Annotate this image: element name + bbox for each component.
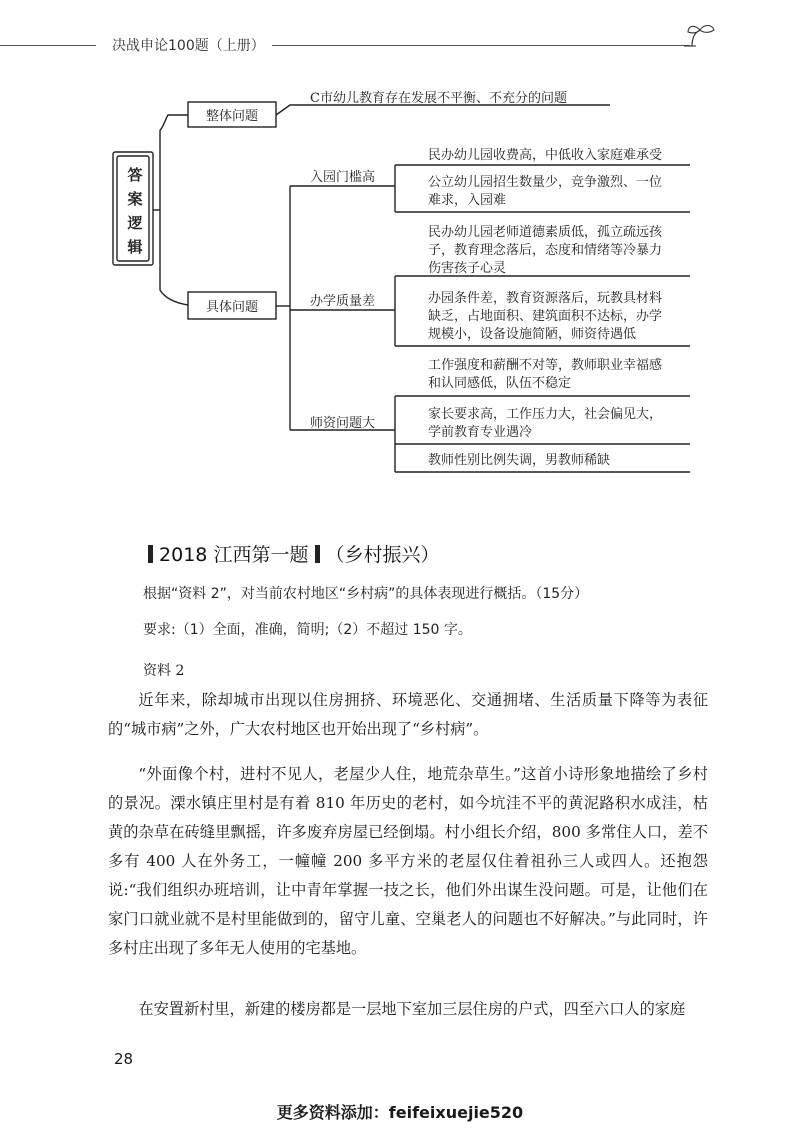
footer-note: 更多资料添加：feifeixuejie520 (276, 1103, 524, 1122)
question-text: 根据“资料 2”，对当前农村地区“乡村病”的具体表现进行概括。（15分） (143, 586, 589, 602)
group3-item-line: 学前教育专业遇冷 (428, 425, 533, 440)
section-heading (148, 540, 440, 567)
root-char-4: 辑 (127, 238, 143, 256)
group3-item-line: 工作强度和薪酬不对等，教师职业幸福感 (428, 358, 663, 373)
section-title: 2018 江西第一题 (159, 544, 309, 566)
group3-label: 师资问题大 (310, 416, 376, 431)
root-branch-top (160, 115, 188, 130)
page-number: 28 (114, 1050, 134, 1068)
root-char-3: 逻 (127, 214, 143, 232)
group2-item-line: 子，教育理念落后，态度和情绪等冷暴力 (428, 243, 663, 258)
material-label: 资料 2 (143, 663, 185, 679)
root-char-2: 案 (127, 190, 143, 208)
overall-text: C市幼儿教育存在发展不平衡、不充分的问题 (310, 91, 567, 106)
group2-item-line: 缺乏，占地面积、建筑面积不达标，办学 (428, 309, 663, 324)
group1-label: 入园门槛高 (310, 170, 376, 185)
section-topic: （乡村振兴） (325, 544, 440, 566)
group2-item-line: 规模小，设备设施简陋，师资待遇低 (428, 327, 637, 342)
root-char-1: 答 (127, 166, 143, 184)
paragraph-2: “外面像个村，进村不见人，老屋少人住，地荒杂草生。”这首小诗形象地描绘了乡村的景况。溧水镇庄里村是有着 810 年历史的老村，如今坑洼不平的黄泥路积水成洼，枯黄的杂草在砖缝里飘摇，许多废弃房屋已经倒塌。村小组长介绍，800 多常住人口，差不多有 400 人在外务工，一幢幢 200 多平方米的老屋仅住着祖孙三人或四人。还抱怨说:“我们组织办班培训，让中青年掌握一技之长，他们外出谋生没问题。可是，让他们在家门口就业就不是村里能做到的，留守儿童、空巢老人的问题也不好解决。”与此同时，许多村庄出现了多年无人使用的宅基地。 (108, 765, 708, 957)
group3-item-line: 和认同感低，队伍不稳定 (428, 376, 572, 391)
overall-label: 整体问题 (205, 109, 259, 124)
group3-item-line: 教师性别比例失调，男教师稀缺 (428, 453, 611, 468)
specific-label: 具体问题 (205, 300, 259, 315)
requirement-text: 要求:（1）全面，准确，简明;（2）不超过 150 字。 (143, 622, 472, 638)
group3-item-line: 家长要求高，工作压力大，社会偏见大， (428, 407, 663, 422)
paragraph-1: 近年来，除却城市出现以住房拥挤、环境恶化、交通拥堵、生活质量下降等为表征的“城市病”之外，广大农村地区也开始出现了“乡村病”。 (108, 691, 708, 738)
root-branch-bottom (160, 130, 188, 305)
paragraph-3: 在安置新村里，新建的楼房都是一层地下室加三层住房的户式，四至六口人的家庭 (138, 1000, 686, 1018)
group1-item-line: 难求，入园难 (428, 193, 507, 208)
heading-bar-right (315, 545, 320, 563)
group2-item-line: 民办幼儿园老师道德素质低，孤立疏远孩 (428, 225, 663, 240)
answer-logic-mindmap (0, 0, 800, 480)
group1-item-line: 民办幼儿园收费高，中低收入家庭难承受 (428, 148, 663, 163)
group2-item-line: 伤害孩子心灵 (428, 261, 507, 276)
group1-item-line: 公立幼儿园招生数量少，竞争激烈、一位 (428, 175, 663, 190)
book-title: 决战申论100题（上册） (112, 38, 265, 54)
overall-underline (276, 105, 610, 115)
group2-label: 办学质量差 (310, 294, 376, 309)
group2-item-line: 办园条件差，教育资源落后，玩教具材料 (428, 291, 663, 306)
heading-bar-left (148, 545, 153, 563)
